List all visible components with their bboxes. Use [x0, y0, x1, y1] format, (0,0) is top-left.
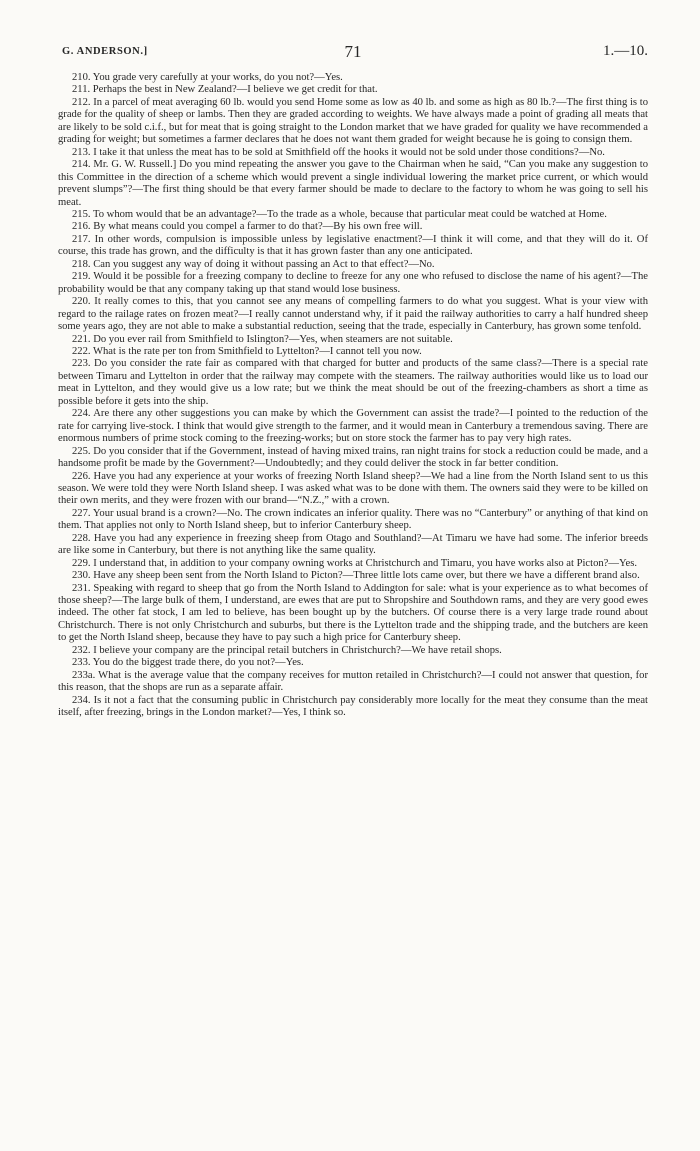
question-paragraph-214: 214. Mr. G. W. Russell.] Do you mind repeating the answer you gave to the Chairman when he said, “Can you make any suggestion to this Committee in the direction of a scheme which would prevent a single individual lowering the market price current, or which would prevent slumps”?—The first thing should be that every farmer should be made to declare to the factory to whom he was going to sell his meat.: [58, 159, 648, 208]
question-paragraph-222: 222. What is the rate per ton from Smithfield to Lyttelton?—I cannot tell you now.: [72, 345, 422, 357]
question-paragraph-221: 221. Do you ever rail from Smithfield to Islington?—Yes, when steamers are not suitable.: [72, 333, 453, 345]
document-reference: 1.—10.: [603, 43, 648, 59]
question-paragraph-223: 223. Do you consider the rate fair as compared with that charged for butter and products of the same class?—There is a special rate between Timaru and Lyttelton in order that the railway may compete with the steamers. The railway authorities would like us to load our meat in Lyttelton, and they would give us a low rate; but we think the meat should be out of the freezing-chambers as short a time as possible before it gets into the ship.: [58, 358, 648, 407]
page-number: 71: [344, 42, 362, 61]
question-paragraph-232: 232. I believe your company are the principal retail butchers in Christchurch?—We have retail shops.: [72, 644, 502, 656]
question-paragraph-229: 229. I understand that, in addition to your company owning works at Christchurch and Timaru, you have works also at Picton?—Yes.: [72, 557, 638, 569]
page-header: [58, 38, 648, 72]
question-paragraph-225: 225. Do you consider that if the Government, instead of having mixed trains, ran night trains for stock a reduction could be made, and a handsome profit be made by the Government?—Undoubtedly; and they could deliver the stock in far better condition.: [58, 445, 648, 470]
question-paragraph-217: 217. In other words, compulsion is impossible unless by legislative enactment?—I think it will come, and that they will do it. Of course, this trade has grown, and the difficulty is that it has grown faster than any one anticipated.: [58, 233, 648, 258]
witness-name-header: G. ANDERSON.]: [62, 46, 148, 57]
question-paragraph-224: 224. Are there any other suggestions you can make by which the Government can assist the trade?—I pointed to the reduction of the rate for carrying live-stock. I think that would give strength to the farmer, and it would mean in Canterbury a tremendous saving. There are enormous numbers of prime stock coming to the freezing-works; but on store stock the farmer has to pay very high rates.: [58, 408, 648, 445]
document-page: [58, 38, 648, 720]
question-paragraph-234: 234. Is it not a fact that the consuming public in Christchurch pay considerably more locally for the meat they consume than the meat itself, after freezing, brings in the London market?—Yes, I think so.: [58, 694, 648, 719]
question-paragraph-210: 210. You grade very carefully at your works, do you not?—Yes.: [72, 72, 343, 83]
question-paragraph-218: 218. Can you suggest any way of doing it without passing an Act to that effect?—No.: [72, 258, 435, 270]
question-paragraph-216: 216. By what means could you compel a farmer to do that?—By his own free will.: [72, 221, 423, 233]
testimony-body: [58, 72, 648, 720]
question-paragraph-233: 233. You do the biggest trade there, do you not?—Yes.: [72, 657, 304, 669]
question-paragraph-227: 227. Your usual brand is a crown?—No. The crown indicates an inferior quality. There was no “Canterbury” or anything of that kind on them. That applies not only to North Island sheep, but to inferior Canterbury sheep.: [58, 507, 648, 532]
question-paragraph-220: 220. It really comes to this, that you cannot see any means of compelling farmers to do what you suggest. What is your view with regard to the railage rates on frozen meat?—I really cannot understand why, if it paid the railway authorities to carry a half hundred sheep some years ago, they are not able to make a substantial reduction, seeing that the trade, especially in Canterbury, has grown some tenfold.: [58, 296, 648, 333]
question-paragraph-219: 219. Would it be possible for a freezing company to decline to freeze for any one who refused to disclose the name of his agent?—The probability would be that any company taking up that stand would lose business.: [58, 271, 648, 295]
question-paragraph-233a: 233a. What is the average value that the company receives for mutton retailed in Christchurch?—I could not answer that question, for this reason, that the shops are run as a separate affair.: [58, 669, 648, 694]
question-paragraph-215: 215. To whom would that be an advantage?—To the trade as a whole, because that particular meat could be watched at Home.: [72, 208, 607, 220]
question-paragraph-230: 230. Have any sheep been sent from the North Island to Picton?—Three little lots came over, but there we have a different brand also.: [72, 570, 640, 582]
question-paragraph-213: 213. I take it that unless the meat has to be sold at Smithfield off the hooks it would not be sold under those conditions?—No.: [72, 146, 605, 158]
question-paragraph-231: 231. Speaking with regard to sheep that go from the North Island to Addington for sale: what is your experience as to what becomes of those sheep?—The large bulk of them, I understand, are ewes that are put to Shropshire and Southdown rams, and they are very good ewes indeed. The other fat stock, I am led to believe, has been bought up by the butchers. Of course there is a very large trade round about Christchurch. There is not only Christchurch and suburbs, but there is the Lyttelton trade and the shipping trade, and the butchers are keen to get the North Island sheep, because they have to pay such a high price for Canterbury sheep.: [58, 582, 648, 644]
question-paragraph-226: 226. Have you had any experience at your works of freezing North Island sheep?—We had a line from the North Island sent to us this season. We were told they were North Island sheep. I was asked what was to be done with them. The owners said they were to be killed on their own merits, and they were frozen with our brand—“N.Z.,” with a crown.: [58, 470, 648, 507]
question-paragraph-212: 212. In a parcel of meat averaging 60 lb. would you send Home some as low as 40 lb. and some as high as 80 lb.?—The first thing is to grade for the quality of sheep or lambs. Then they are graded according to weights. We have always made a point of grading all meats that are likely to be sold c.i.f., but for meat that is going straight to the London market that we have graded for quality we have recommended a grading for weight; but sometimes a farmer declares that he does not want them graded for weight because he is going to consign them.: [58, 96, 648, 146]
question-paragraph-211: 211. Perhaps the best in New Zealand?—I believe we get credit for that.: [72, 84, 378, 96]
question-paragraph-228: 228. Have you had any experience in freezing sheep from Otago and Southland?—At Timaru we have had some. The inferior breeds are like some in Canterbury, but there is not anything like the same quality.: [58, 532, 648, 557]
